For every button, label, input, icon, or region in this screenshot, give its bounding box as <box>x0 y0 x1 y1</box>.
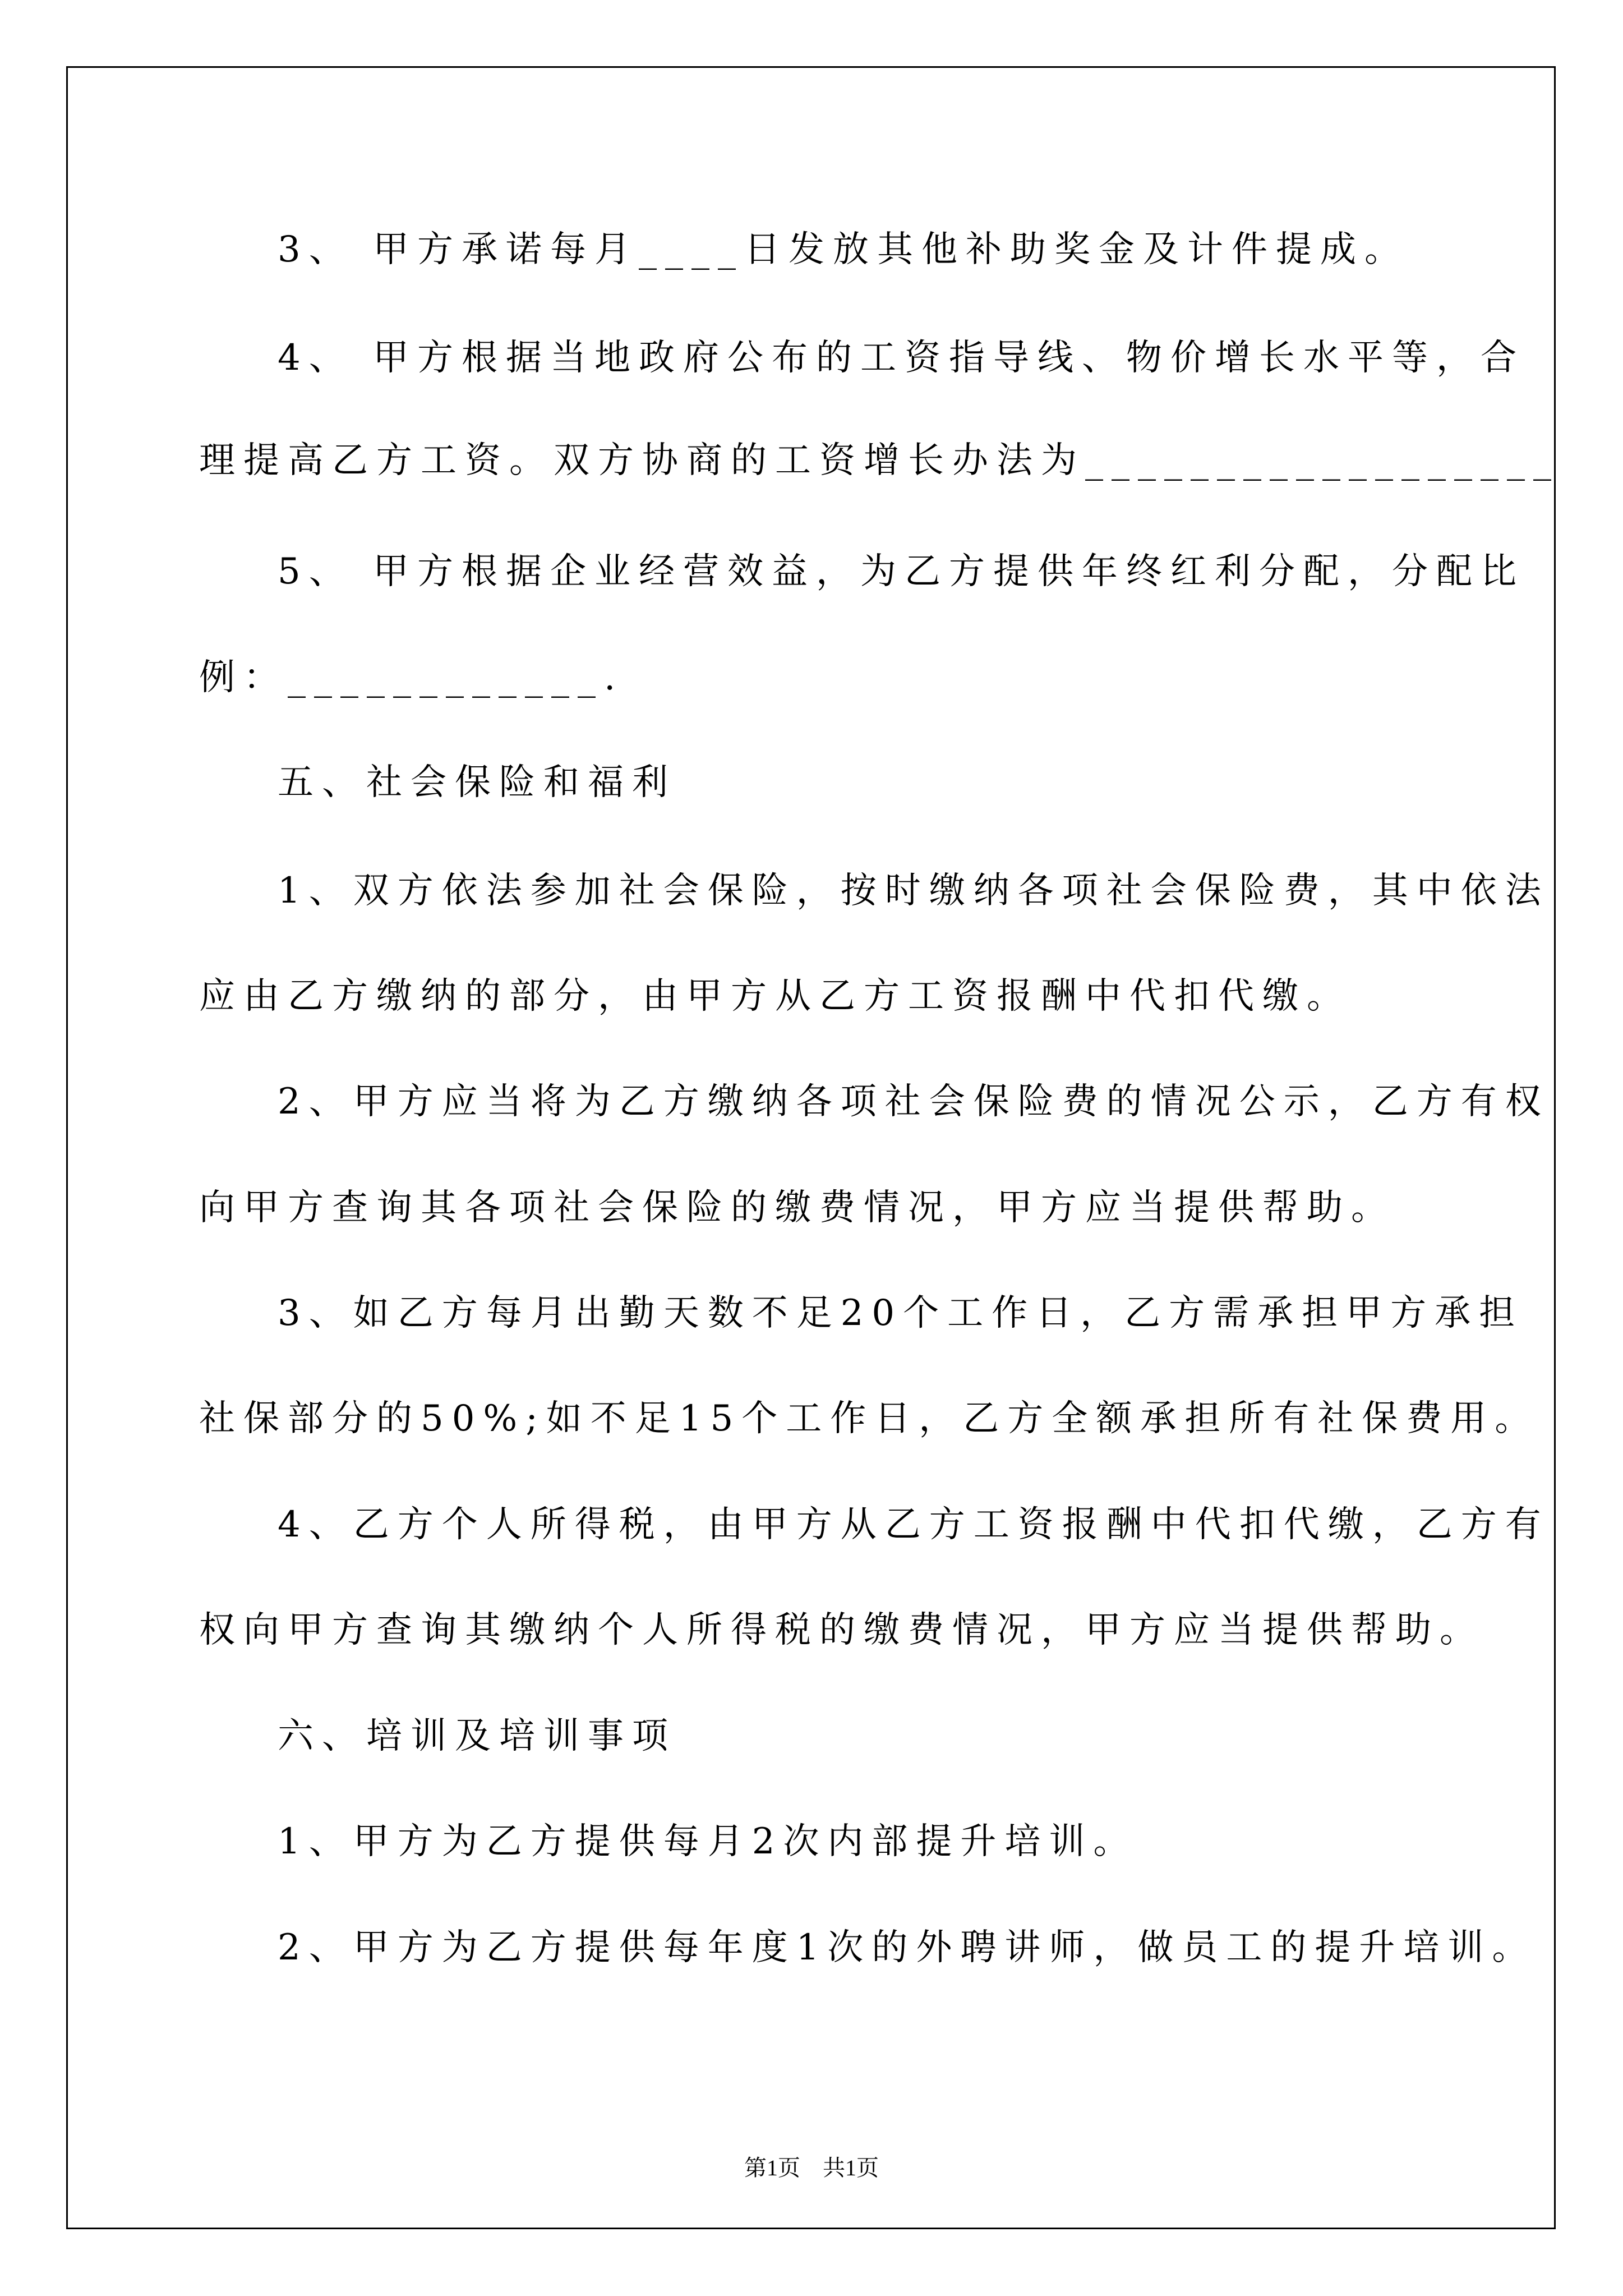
clause-6-1: 1、甲方为乙方提供每月2次内部提升培训。 <box>278 1821 1138 1862</box>
clause-4-5-line-1: 5、 甲方根据企业经营效益，为乙方提供年终红利分配，分配比 <box>278 551 1525 592</box>
clause-5-1-line-1: 1、双方依法参加社会保险，按时缴纳各项社会保险费，其中依法 <box>278 870 1550 912</box>
section-heading-training: 六、培训及培训事项 <box>278 1715 676 1757</box>
clause-5-4-line-2: 权向甲方查询其缴纳个人所得税的缴费情况，甲方应当提供帮助。 <box>199 1609 1484 1651</box>
clause-4-4-line-1: 4、 甲方根据当地政府公布的工资指导线、物价增长水平等，合 <box>278 337 1525 379</box>
page-frame <box>66 66 1556 2229</box>
clause-5-3-line-2: 社保部分的50%;如不足15个工作日，乙方全额承担所有社保费用。 <box>199 1398 1539 1439</box>
clause-5-2-line-2: 向甲方查询其各项社会保险的缴费情况，甲方应当提供帮助。 <box>199 1187 1395 1228</box>
section-heading-social-insurance: 五、社会保险和福利 <box>278 762 676 803</box>
clause-4-3: 3、 甲方承诺每月____日发放其他补助奖金及计件提成。 <box>278 229 1409 270</box>
page-footer: 第1页 共1页 <box>744 2155 879 2180</box>
clause-5-2-line-1: 2、甲方应当将为乙方缴纳各项社会保险费的情况公示，乙方有权 <box>278 1081 1550 1122</box>
clause-5-3-line-1: 3、如乙方每月出勤天数不足20个工作日，乙方需承担甲方承担 <box>278 1292 1524 1334</box>
clause-5-1-line-2: 应由乙方缴纳的部分，由甲方从乙方工资报酬中代扣代缴。 <box>199 976 1351 1017</box>
clause-4-4-line-2: 理提高乙方工资。双方协商的工资增长办法为__________________ <box>199 440 1560 481</box>
clause-6-2: 2、甲方为乙方提供每年度1次的外聘讲师，做员工的提升培训。 <box>278 1927 1537 1968</box>
clause-4-5-line-2: 例：____________. <box>199 657 624 698</box>
clause-5-4-line-1: 4、乙方个人所得税，由甲方从乙方工资报酬中代扣代缴，乙方有 <box>278 1504 1550 1545</box>
